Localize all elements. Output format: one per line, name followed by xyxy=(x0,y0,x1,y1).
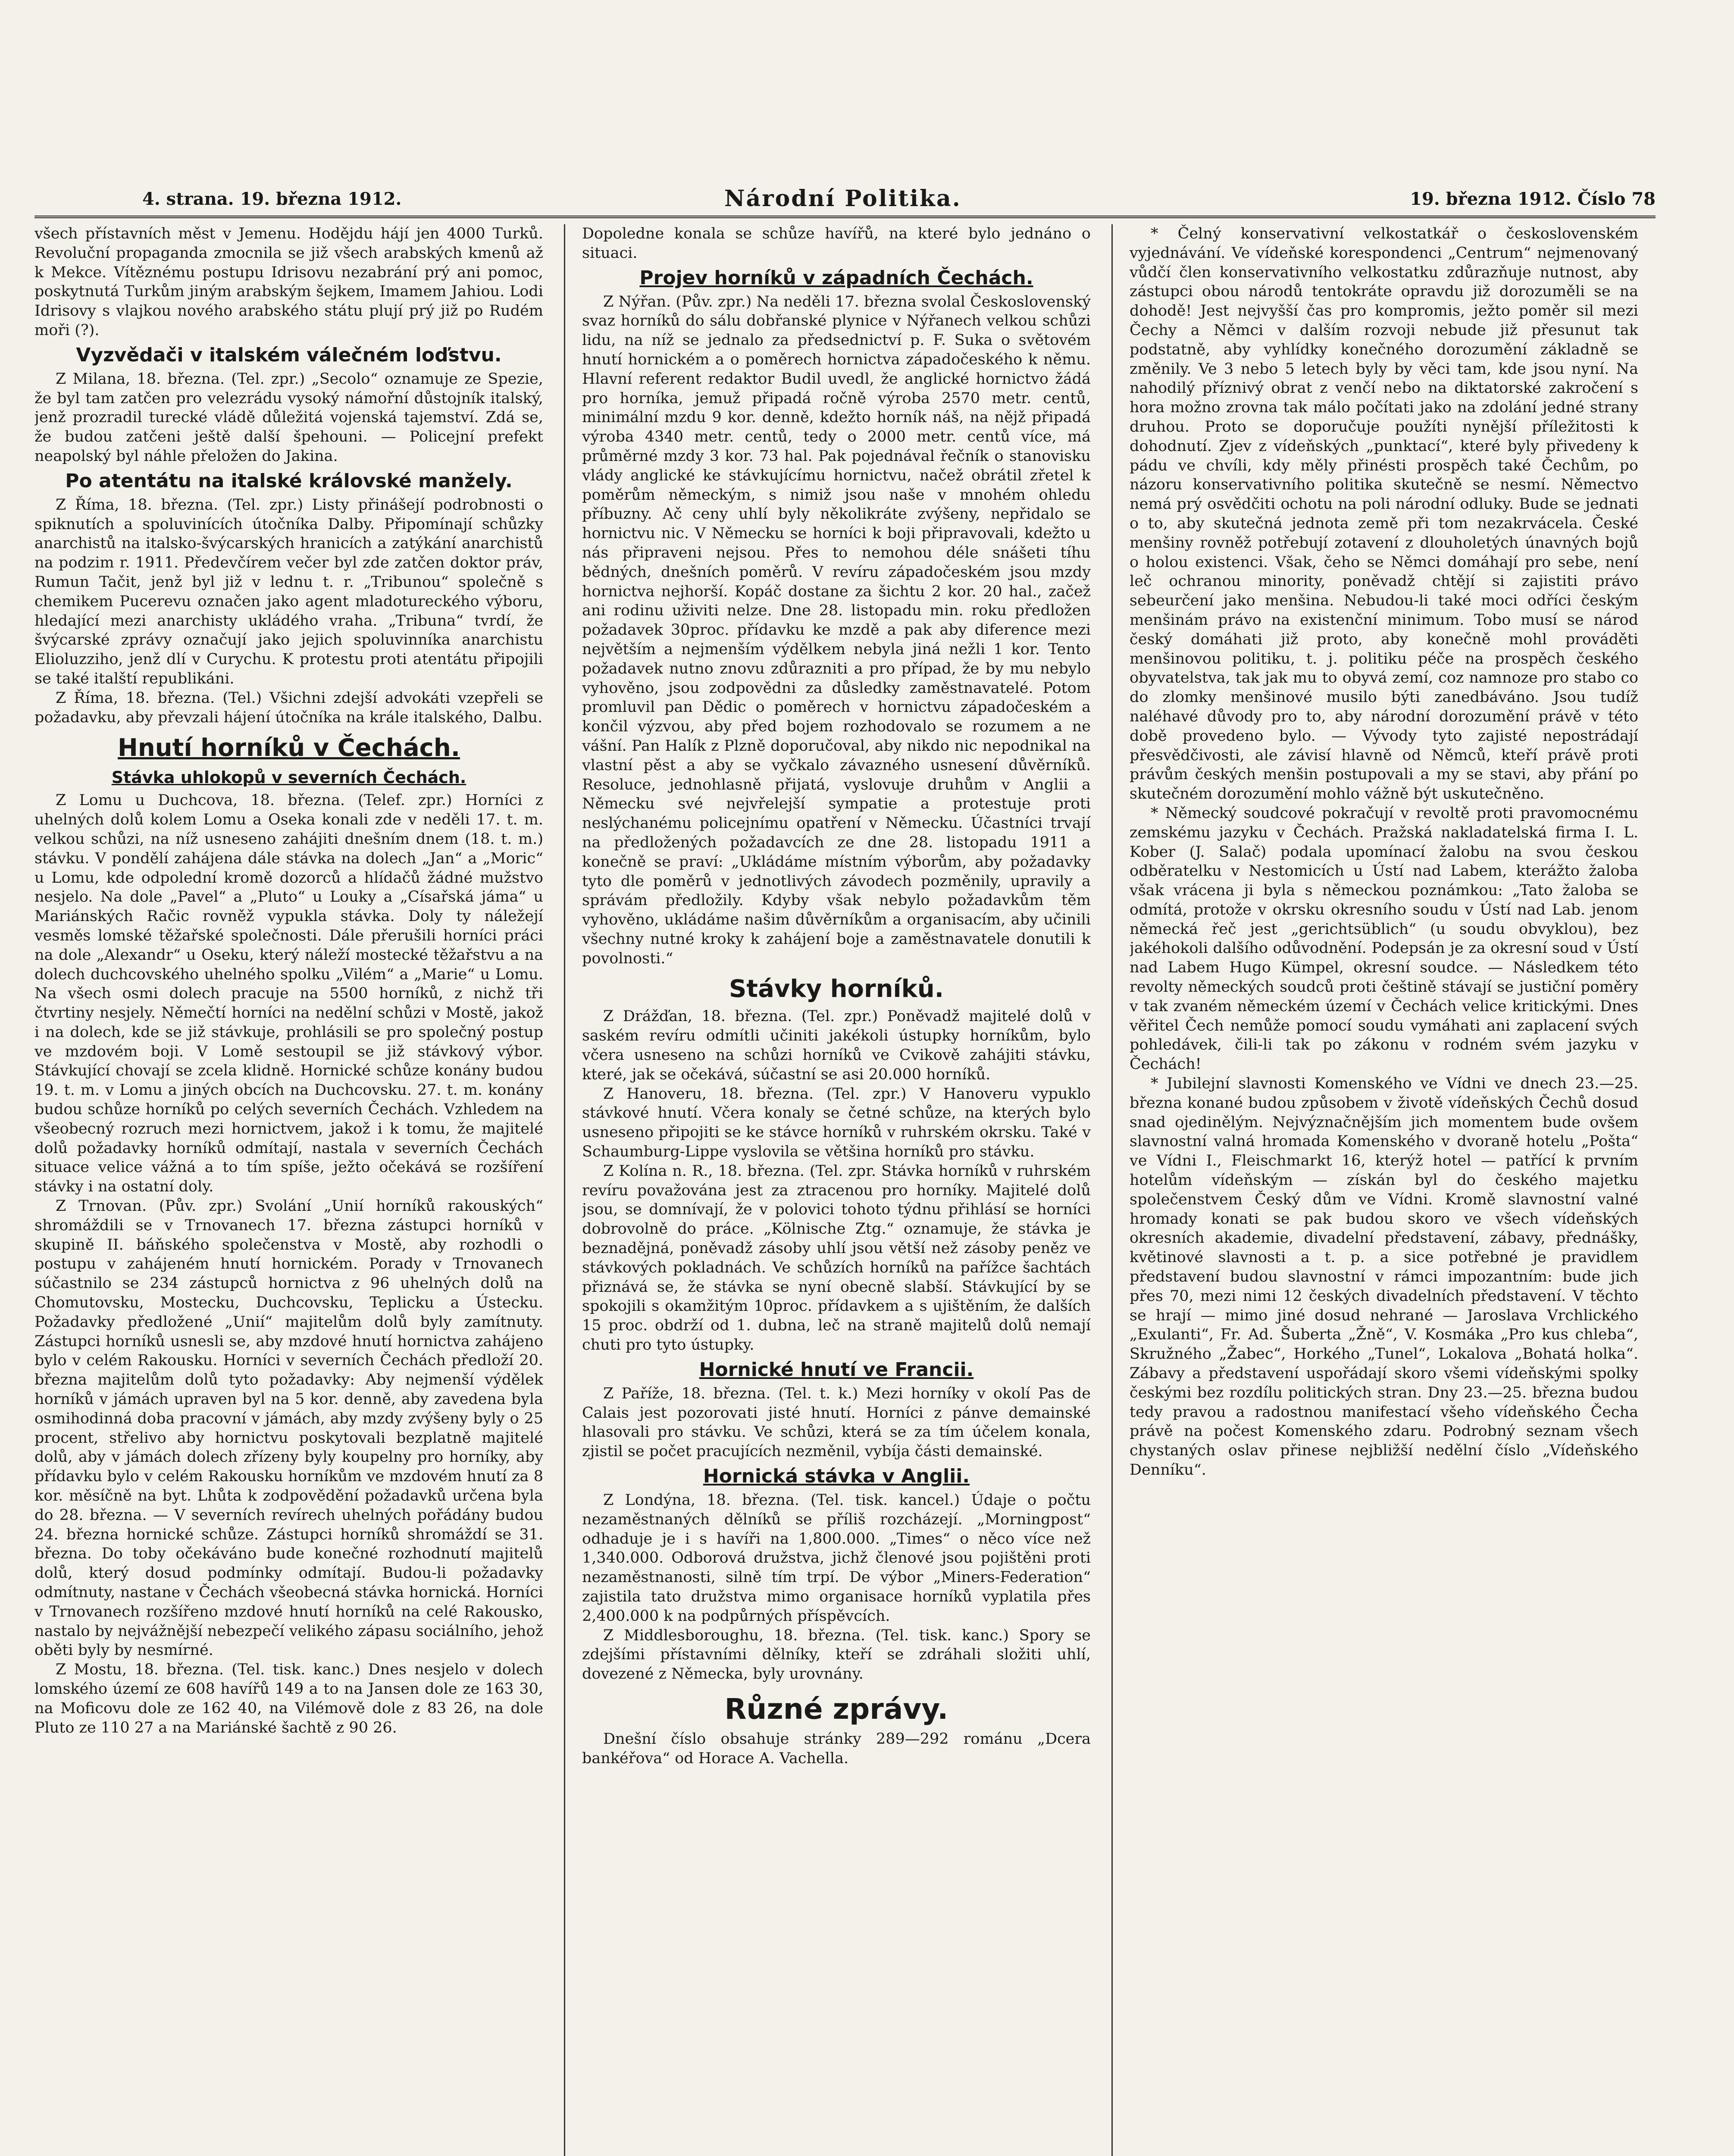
article-text: Z Middlesboroughu, 18. března. (Tel. tisk. kanc.) Spory se zdejšími přístavními dělníky, kteří se zdráhali složiti uhlí, dovezené z Německa, byly urovnány. xyxy=(582,1626,1091,1683)
column-3 xyxy=(1130,224,1638,2156)
page-number-date: 4. strana. 19. března 1912. xyxy=(142,189,402,209)
article-text: Z Drážďan, 18. března. (Tel. zpr.) Poněvadž majitelé dolů v saském revíru odmítli učiniti jakékoli ústupky horníkům, bylo včera usneseno na schůzi horníků ve Cvikově zahájiti stávku, které, jak se očekává, súčastní se asi 20.000 horníků. xyxy=(582,1008,1091,1083)
newspaper-title: Národní Politika. xyxy=(724,185,961,212)
section-subheading: Stávka uhlokopů v severních Čechách. xyxy=(111,768,466,787)
article-text: * Jubilejní slavnosti Komenského ve Vídni ve dnech 23.—25. března konané budou způsobem v životě vídeňských Čechů dosud snad ojedinělým. Nejvýznačnějším jich momentem bude ovšem slavnostní valná hromada Komenského v dvoraně hotelu „Pošta“ ve Vídni I., Fleischmarkt 16, kterýž hotel — patřící k prvním hotelům vídeňským — získán byl do českého majetku společenstvem Český dům ve Vídni. Kromě slavnostní valné hromady konati se pak budou skoro ve všech vídeňských okresních akademie, divadelní představení, zábavy, přednášky, květinové slavnosti a t. p. a sice potřebné je pravidlem představení budou slavnostní v rámci impozantním: bude jich přes 70, mezi nimi 12 českých divadelních představení. V těchto se hrají — mimo jiné dosud nehrané — Jaroslava Vrchlického „Exulanti“, Fr. Ad. Šuberta „Žně“, V. Kosmáka „Pro kus chleba“, Skružného „Žabec“, Horkého „Tunel“, Lokalova „Bohatá holka“. Zábavy a představení uspořádají skoro všemi vídeňskými spolky českými bez rozdílu politických stran. Dny 23.—25. března budou tedy pravou a radostnou manifestací všeho vídeňského Čecha právě na počest Komenského zdaru. Podrobný seznam všech chystaných oslav přinese nejbližší nedělní číslo „Vídeňského Denníku“. xyxy=(1130,1075,1638,1479)
column-1 xyxy=(34,224,543,2156)
article-text: Z Trnovan. (Pův. zpr.) Svolání „Unií horníků rakouských“ shromáždili se v Trnovanech 17. března zástupci horníků v skupině II. báňského společenstva v Mostě, aby rozhodli o postupu v zahájeném hnutí hornickém. Porady v Trnovanech súčastnilo se 234 zástupců hornictva z 96 uhelných dolů na Chomutovsku, Mostecku, Duchcovsku, Teplicku a Ústecku. Požadavky předložené „Unií“ majitelům dolů byly zamítnuty. Zástupci horníků usnesli se, aby mzdové hnutí hornictva zahájeno bylo v celém Rakousku. Horníci v severních Čechách předloží 20. března majitelům dolů tyto požadavky: Aby nejmenší výdělek horníků v jámách upraven byl na 5 kor. denně, aby zavedena byla osmihodinná doba pracovní v jámách, aby mzdy zvýšeny byly o 25 procent, střelivo aby hornictvu poskytovali bezplatně majitelé dolů, aby v jámách dolech zřízeny byly koupelny pro horníky, aby přídavku bylo v celém Rakousku horníkům ve mzdovém hnutí za 8 kor. měsíčně na byt. Lhůta k zodpovědění požadavků určena byla do 28. března. — V severních revírech uhelných pořádány budou 24. března hornické schůze. Zástupci horníků shromáždí se 31. března. Do toby očekáváno bude konečné rozhodnutí majitelů dolů, který dosud podmínky odmítají. Budou-li požadavky odmítnuty, nastane v Čechách všeobecná stávka hornická. Horníci v Trnovanech rozšířeno mzdové hnutí horníků na celé Rakousko, nastalo by nejvážnější nebezpečí velikého zápasu sociálního, jehož oběti byly by nesmírné. xyxy=(34,1197,543,1659)
article-text: Z Říma, 18. března. (Tel. zpr.) Listy přinášejí podrobnosti o spiknutích a spoluvinících útočníka Dalby. Připomínají schůzky anarchistů na italsko-švýcarských hranicích a zatýkání anarchistů na podzim r. 1911. Předevčírem večer byl zde zatčen doktor práv, Rumun Tačit, jenž byl již v lednu t. r. „Tribunou“ společně s chemikem Pucerevu označen jako agent mladotureckého výboru, hledající mezi anarchisty ukládého vraha. „Tribuna“ tvrdí, že švýcarské zprávy označují jako jejich spoluvinníka anarchistu Elioluzziho, jenž dlí v Curychu. K protestu proti atentátu připojili se také italští republikáni. xyxy=(34,496,543,687)
article-heading: Projev horníků v západních Čechách. xyxy=(639,266,1033,289)
article-text: Z Paříže, 18. března. (Tel. t. k.) Mezi horníky v okolí Pas de Calais jest pozorovati jisté hnutí. Horníci z pánve demainské hlasovali pro stávku. Ve schůzi, která se za tím účelem konala, zjistil se počet pracujících nezměnil, vybíja části demainské. xyxy=(582,1385,1091,1460)
column-2 xyxy=(582,224,1091,2156)
column-divider xyxy=(1111,224,1113,2156)
article-text: * Německý soudcové pokračují v revoltě proti pravomocnému zemskému jazyku v Čechách. Pražská nakladatelská firma I. L. Kober (J. Salač) podala upomínací žalobu na svou českou odběratelku v Nestomicích u Ústí nad Labem, kterážto žaloba však vrácena ji byla s německou poznámkou: „Tato žaloba se odmítá, protože v okrsku okresního soudu v Ústí nad Lab. jenom německá řeč jest „gerichtsüblich“ (u soudu obvyklou), bez jakéhokoli dalšího odůvodnění. Podepsán je za okresní soud v Ústí nad Labem Hugo Kümpel, okresní soudce. — Následkem této revolty německých soudců proti češtině stávají se justiční poměry v tak zvaném německém území v Čechách velice kritickými. Dnes věřitel Čech nemůže pomocí soudu vymáhati ani zaplacení svých pohledávek, čili-li tak po zákonu v rodném svém jazyku v Čechách! xyxy=(1130,804,1638,1073)
article-text: Z Hanoveru, 18. března. (Tel. zpr.) V Hanoveru vypuklo stávkové hnutí. Včera konaly se četné schůze, na kterých bylo usneseno připojiti se ke stávce horníků v ruhrském okrsku. Také v Schaumburg-Lippe vyslovila se většina horníků pro stávku. xyxy=(582,1085,1091,1161)
article-text: * Čelný konservativní velkostatkář o československém vyjednávání. Ve vídeňské korespondenci „Centrum“ nejmenovaný vůdčí člen konservativního velkostatku zdůrazňuje nutnost, aby zástupci obou národů tentokráte opravdu již dorozuměli se na dohodě! Jest nejvyšší čas pro kompromis, ježto poměr sil mezi Čechy a Němci v dalším rozvoji nebude již přesunut tak podstatně, aby vyhlídky konečného dorozumění základně se změnily. Ve 3 nebo 5 letech byly by věci tam, kde jsou nyní. Na nahodilý příznivý obrat z venčí nebo na diktatorské zakročení s hora možno zrovna tak málo počítati jako na zdolání jedné strany druhou. Proto se doporučuje použíti nynější příležitosti k dohodnutí. Zjev z vídeňských „punktací“, které byly přivedeny k pádu ve chvíli, kdy měly přinésti prospěch také Čechům, po názoru konservativního politika skutečně se nesmí. Němectvo nemá prý osvědčiti ochotu na poli národní odluky. Bude se jednati o to, aby skutečná jednota země při tom nezakrvácela. České menšiny rovněž potřebují zotavení z dlouholetých únavných bojů o holou existenci. Však, čeho se Němci domáhají pro sebe, není leč ochranou minority, poněvadž chtějí si zajistiti právo sebeurčení jako menšina. Nebudou-li také moci odříci českým menšinám právo na existenční minimum. Tobo musí se národ český domáhati již proto, aby konečně mohl prováděti menšinovou politiku, t. j. politiku péče na prospěch českého obyvatelstva, tak jak mu to obyvá zemí, coz namnoze pro stabo co do zlomky menšinové musilo býti zanedbáváno. Jsou tudíž naléhavé důvody pro to, aby národní dorozumění právě v této době provedeno bylo. — Vývody tyto zajisté nepostrádají přesvědčivosti, ale závisí hlavně od Němců, kteří právě proti právům českých menšin postupovali a my se stavi, aby přání po skutečném dorozumění mohlo vážně být uskutečněno. xyxy=(1130,225,1638,803)
section-heading: Stávky horníků. xyxy=(729,975,944,1003)
page-header xyxy=(34,185,1656,218)
article-text: Z Říma, 18. března. (Tel.) Všichni zdejší advokáti vzepřeli se požadavku, aby převzali hájení útočníka na krále italského, Dalbu. xyxy=(34,689,543,726)
article-text: Dopoledne konala se schůze havířů, na které bylo jednáno o situaci. xyxy=(582,225,1091,262)
issue-date-number: 19. března 1912. Číslo 78 xyxy=(1410,189,1656,209)
column-divider xyxy=(564,224,565,2156)
section-heading: Různé zprávy. xyxy=(724,1692,948,1726)
article-text: Z Lomu u Duchcova, 18. března. (Telef. zpr.) Horníci z uhelných dolů kolem Lomu a Oseka konali zde v neděli 17. t. m. velkou schůzi, na níž usneseno zahájiti dnešním dnem (18. t. m.) stávku. V pondělí zahájena dále stávka na dolech „Jan“ a „Moric“ u Lomu, kde odpolední kromě dozorců a hlídačů žádné mužstvo nesjelo. Na dole „Pavel“ a „Pluto“ u Louky a „Císařská jáma“ u Mariánských Račic rovněž vypukla stávka. Doly ty náležejí vesměs lomské těžařské společnosti. Dále přerušili horníci práci na dole „Alexandr“ u Oseku, který náleží mostecké těžařstvu a na dolech duchcovského uhelného spolku „Vilém“ a „Marie“ u Lomu. Na všech osmi dolech pracuje na 5500 horníků, z nichž tři čtvrtiny nesjely. Němečtí horníci na nedělní schůzi v Mostě, jakož i na dolech, kde se již stávkuje, prohlásili se pro společný postup ve mzdovém boji. V Lomě sestoupil se již stávkový výbor. Stávkující chovají se zcela klidně. Hornické schůze konány budou 19. t. m. v Lomu a jiných obcích na Duchcovsku. 27. t. m. konány budou schůze horníků po celých severních Čechách. Vzhledem na všeobecný rozruch mezi hornictvem, jakož i k tomu, že majitelé dolů požadavky horníků odmítají, nastala v severních Čechách situace velice vážná a to tím spíše, ježto očekává se rozšíření stávky i na ostatní doly. xyxy=(34,792,543,1196)
article-text: Z Kolína n. R., 18. března. (Tel. zpr. Stávka horníků v ruhrském revíru považována jest za ztracenou pro horníky. Majitelé dolů jsou, se domnívají, že v polovici tohoto týdnu přihlásí se horníci dobrovolně do práce. „Kölnische Ztg.“ oznamuje, že stávka je beznadějná, poněvadž zásoby uhlí jsou větší než zásoby peněz ve stávkových pokladnách. Ve schůzích horníků na pařížce šachtách přiznává se, že stávka se nyní obecně slabší. Stávkující by se spokojili s okamžitým 10proc. přídavkem a s ujištěním, že dalších 15 proc. obdrží od 1. dubna, leč na straně majitelů dolů nemají chuti pro tyto ústupky. xyxy=(582,1162,1091,1354)
section-heading: Hnutí horníků v Čechách. xyxy=(118,734,460,762)
article-text: Dnešní číslo obsahuje stránky 289—292 románu „Dcera bankéřova“ od Horace A. Vachella. xyxy=(582,1730,1091,1767)
article-heading: Po atentátu na italské královské manžely. xyxy=(65,470,513,492)
newspaper-page xyxy=(34,185,1656,2156)
article-text: Z Mostu, 18. března. (Tel. tisk. kanc.) Dnes nesjelo v dolech lomského území ze 608 havířů 149 a to na Jansen dole ze 163 30, na Moficovu dole ze 162 40, na Vilémově dole z 83 26, na dole Pluto ze 110 27 a na Mariánské šachtě z 90 26. xyxy=(34,1661,543,1736)
article-text: Z Milana, 18. března. (Tel. zpr.) „Secolo“ oznamuje ze Spezie, že byl tam zatčen pro velezrádu vysoký námořní důstojník italský, jenž prozradil turecké vládě důležitá vojenská tajemství. Zdá se, že budou zatčeni ještě další špehouni. — Policejní prefekt neapolský byl náhle přeložen do Jakina. xyxy=(34,370,543,465)
article-heading: Hornické hnutí ve Francii. xyxy=(699,1358,974,1381)
article-text: Z Londýna, 18. března. (Tel. tisk. kancel.) Údaje o počtu nezaměstnaných dělníků se příliš rozcházejí. „Morningpost“ odhaduje je i s havíři na 1,800.000. „Times“ o něco více než 1,340.000. Odborová družstva, jichž členové jsou pojištěni proti nezaměstnanosti, silně tím trpí. De výbor „Miners-Federation“ zajistila tato družstva mimo organisace horníků vyplatila přes 2,400.000 k na podpůrných příspěvcích. xyxy=(582,1492,1091,1625)
article-heading: Hornická stávka v Anglii. xyxy=(703,1465,970,1488)
article-text: Z Nýřan. (Pův. zpr.) Na neděli 17. března svolal Československý svaz horníků do sálu dobřanské plynice v Nýřanech velkou schůzi lidu, na níž se jednalo za předsednictví p. F. Suka o světovém hnutí hornickém a o poměrech hornictva západočeského k němu. Hlavní referent redaktor Budil uvedl, že anglické hornictvo žádá pro horníka, jemuž připadá ročně výroba 2570 metr. centů, minimální mzdu 9 kor. denně, kdežto horník náš, na nějž připadá výroba 4340 metr. centů, tedy o 2000 metr. centů více, má průměrné mzdy 3 kor. 73 hal. Pak pojednával řečník o stanovisku vlády anglické ke stávkujícímu hornictvu, načež obrátil zřetel k poměrům německým, s nimiž jsou naše v mnohém ohledu příbuzny. Ač ceny uhlí byly několikráte zvýšeny, nepřidalo se hornictvu nic. V Německu se horníci k boji připravovali, kdežto u nás připraveni nejsou. Přes to nemohou déle snášeti tíhu bědných, dnešních poměrů. V revíru západočeském jsou mzdy hornictva nejhorší. Kopáč dostane za šichtu 2 kor. 20 hal., začež ani rodinu uživiti nelze. Dne 28. listopadu min. roku předložen požadavek 30proc. přídavku ke mzdě a pak aby diference mezi největším a nejmenším výdělkem nebyla jiná nežli 1 kor. Tento požadavek nutno znovu zdůrazniti a pro případ, že by mu nebylo vyhověno, jsou zodpovědni za důsledky zaměstnavatelé. Potom promluvil pan Dědic o poměrech v hornictvu západočeském a končil výzvou, aby před bojem rozhodovalo se rozumem a ne vášní. Pan Halík z Plzně doporučoval, aby nikdo nic nepodnikal na vlastní pěst a aby se vyčkalo závazného usnesení důvěrníků. Resoluce, jednohlasně přijatá, vyslovuje druhům v Anglii a Německu své nejvřelejší sympatie a protestuje proti neslýchanému policejnímu opatření v Německu. Účastníci trvají na předložených požadavcích ze dne 28. listopadu 1911 a konečně se praví: „Ukládáme místním výborům, aby požadavky tyto dle poměrů v jednotlivých závodech pozměnily, upravily a správám předložily. Kdyby však nebylo požadavkům těm vyhověno, ukládáme našim důvěrníkům a organisacím, aby učinili všechny nutné kroky k zahájení boje a zaměstnavatele donutili k povolnosti.“ xyxy=(582,293,1091,967)
article-heading: Vyzvědači v italském válečném loďstvu. xyxy=(76,344,502,366)
article-text: všech přístavních měst v Jemenu. Hodějdu hájí jen 4000 Turků. Revoluční propaganda zmocnila se již všech arabských kmenů až k Mekce. Vítěznému postupu Idrisovu nezabrání prý ani pomoc, poskytnutá Turkům jiným arabským šejkem, Imamem Jahiou. Lodi Idrisovy s vlajkou nového arabského státu plují prý již po Rudém moři (?). xyxy=(34,225,543,339)
